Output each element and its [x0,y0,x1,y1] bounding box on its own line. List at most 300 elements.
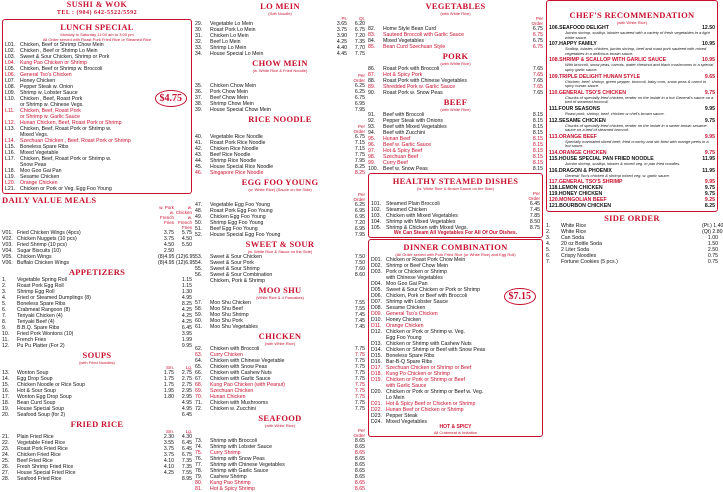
item-name: Chicken Noodle or Rice Soup [17,382,86,388]
item-number: 94. [368,130,376,136]
item-price: 8.65 [354,474,365,480]
item-price: 6.75 [532,32,543,38]
item-name: Wonton Soup [17,370,49,376]
item-name: Fried Pork Wontons (10) [17,331,74,337]
restaurant-phone: TEL : (904) 642-5522/5592 [56,10,138,16]
item-name: Chicken with Mixed Vegetables [386,213,458,219]
item-name: Sweet & Sour Pork [210,260,254,266]
item-name: Chicken or Shrimp or Beef with Snow Peas [386,347,486,353]
item-number: 65. [195,364,203,370]
column-header: Sm. [165,365,174,370]
item-number: 81. [195,486,203,492]
item-price: 3.65 [336,21,347,27]
item-name: Can Soda [561,235,585,242]
item-price: 6.25 [354,89,365,95]
item-price: 7.35 [181,458,192,464]
item-number: 56. [195,272,203,278]
item-name: Moo Shu Shrimp [210,312,249,318]
item-number: 62. [195,346,203,352]
item-number: L09. [5,90,16,96]
item-price: 6.95 [354,226,365,232]
vegetables-title: VEGETABLES [425,1,486,11]
item-number: 24. [2,452,10,458]
chef-item [549,118,715,133]
item-price: 4.30 [181,434,192,440]
item-number: 110. [549,89,559,96]
item-price: 4.45 [336,51,347,57]
item-price: 7.75 [354,376,365,382]
item-number: 53. [195,254,203,260]
item-name: Seafood Soup (for 2) [17,412,66,418]
item-number: 119. [549,191,559,198]
item-number: 83. [368,32,376,38]
column-header: Pt. [341,16,347,21]
item-name: Hot & Spicy Shrimp [210,486,255,492]
item-price: 7.75 [354,400,365,406]
item-name: Moo Shu Beef [210,306,243,312]
item-name: Roast Pork w. Snow Peas [383,90,443,96]
moo-shu-sub: (White Rice & 4 Pancakes) [256,295,304,300]
item-description: Roast pork, shrimp, beef, chicken w chef's brown sauce. [565,110,665,116]
item-number: 43. [195,152,203,158]
chef-list [549,25,715,209]
item-name: White Rice [561,229,587,236]
item-price: 7.55 [181,470,192,476]
item-name: Shrimp with Garlic Sauce [210,468,269,474]
item-name: Bar-B-Q Spare Ribs [386,359,433,365]
dinner-combo-sub: (All Order served with Pork Fried Rice (or White Rice) and Egg Roll) [395,252,516,257]
item-number: 59. [195,312,203,318]
item-number: V01. [2,230,13,236]
item-price: 6.45 [181,440,192,446]
item-number: 15. [2,382,10,388]
item-price: 7.75 [354,370,365,376]
item-number: 55. [195,266,203,272]
item-price: 6.75 [354,134,365,140]
item-name: Chicken Lo Mein [210,33,249,39]
item-number: 4. [2,295,7,301]
item-name: Vegetable Spring Roll [17,277,67,283]
item-name: Honey Chicken [386,317,422,323]
item-price: 4.25 [181,313,192,319]
item-name: Chicken with Garlic Sauce [210,376,271,382]
item-name: Chicken Chow Mein [210,83,257,89]
item-number: D14. [371,347,382,353]
healthy-section [368,173,543,238]
egg-foo-young-title: EGG FOO YOUNG [241,177,319,187]
item-number: L07. [5,78,16,84]
item-number: 93. [368,124,376,130]
item-name: Shrimp with Broccoli [210,438,257,444]
item-price: 7.95 [354,107,365,113]
column-headers [371,191,540,201]
item-price: 9.95 [704,179,715,186]
item-number: D21. [371,401,382,407]
item-description: General Tso's chicken & shrimp mixed veg. w. garlic sauce. [565,172,670,178]
item-number: L06. [5,72,16,78]
column-header: Sm. [165,429,174,434]
item-number: V06. [2,260,13,266]
item-price: (12)6.95 [176,260,196,266]
item-name: Vegetable Fried Rice [17,440,66,446]
lo-mein-sub: (Soft Noodle) [268,11,292,16]
item-price: 9.75 [704,191,715,198]
item-number: 17. [2,394,10,400]
item-name: Fried Shrimp (10 pcs) [17,242,67,248]
item-number: 113. [549,133,559,140]
item-price: 3.55 [163,440,174,446]
item-price: 7.85 [529,213,540,219]
item-number: 2. [546,229,551,236]
sweet-sour-sub: (w. White Rice & Sauce on the Side) [247,249,313,254]
item-price: 9.25 [704,197,715,204]
column-headers [195,73,365,83]
column-header: Lg. [185,429,192,434]
item-number: L20. [5,180,16,186]
item-name: Szechuan Chicken or Shrimp or Beef [386,365,472,371]
item-price: 4.50 [181,236,192,242]
item-name: HONEY CHICKEN [558,191,603,198]
item-name: Teriyaki Beef (4) [17,319,55,325]
chef-item [549,57,715,72]
item-name: Steamed Chicken [386,207,427,213]
lo-mein-title: LO MEIN [260,1,300,11]
item-number: L15. [5,144,16,150]
item-name: Boneless Spare Ribs [386,353,435,359]
item-number: 61. [195,324,203,330]
item-price: 1.00 [707,235,718,242]
item-name: Home Style Bean Curd [383,26,437,32]
lunch-hours: Monday to Saturday 11:00 am to 3:00 pm [60,32,134,37]
item-number: 30. [195,27,203,33]
item-name: FOUR SEASONS [558,105,601,112]
item-price: 5.50 [181,242,192,248]
hot-spicy-label: HOT & SPICY [439,424,472,430]
item-price: 6.20 [354,21,365,27]
item-name: Shrimp Lo Mein [210,45,247,51]
crabmeat-note: All Crabmeat is Imitation [433,430,478,435]
item-number: 92. [368,118,376,124]
item-name: Singapore Rice Noodle [210,170,264,176]
item-number: L14. [5,138,16,144]
item-name: White Rice [561,223,587,230]
item-name: House Special Rice Noodle [210,164,274,170]
item-price: 6.45 [529,201,540,207]
item-name: Honey Chicken [20,78,56,84]
item-number: L02. [5,48,16,54]
item-number: D22. [371,407,382,413]
item-name: Sweet & Sour Combination [210,272,273,278]
item-number: L01. [5,42,16,48]
item-number: 29. [195,21,203,27]
appetizers-section [2,268,192,349]
item-name: House Special Egg Foo Young [210,232,281,238]
item-number: 52. [195,232,203,238]
item-price: 12.50 [702,25,715,31]
healthy-list [371,191,540,231]
menu-item [195,324,365,330]
item-number: 80. [195,480,203,486]
item-price: 6.75 [354,95,365,101]
item-price: 9.75 [704,149,715,156]
item-name: Beef with Mixed Vegetables [383,124,447,130]
item-name: SHRIMP & SCALLOP WITH GARLIC SAUCE [559,57,667,64]
menu-item [195,278,365,284]
item-price: 7.65 [532,78,543,84]
item-name: Lo Mein [386,395,405,401]
item-number: 35. [195,83,203,89]
item-number: 89. [368,84,376,90]
item-price: 7.65 [532,72,543,78]
item-name: 2 Liter Soda [561,247,589,254]
item-name: Orange Chicken [20,180,58,186]
column-header: Qt. [358,16,365,21]
item-price: 2.95 [181,394,192,400]
chef-item [549,106,715,117]
column-headers [2,205,192,230]
chef-item [549,203,715,209]
item-number: D03. [371,269,382,275]
restaurant-name: SUSHI & WOK [66,0,128,9]
item-number: 85. [368,44,376,50]
item-name: Chicken w. Zucchini [210,406,256,412]
item-name: House Special Fried Rice [17,470,76,476]
item-number: 48. [195,208,203,214]
item-number: 104. [371,219,382,225]
item-number: D15. [371,353,382,359]
item-number: 34. [195,51,203,57]
item-number: 27. [2,470,10,476]
item-number: 6. [2,307,7,313]
item-name: Sauteed Broccoli with Garlic Sauce [383,32,465,38]
item-name: Curry Chicken [210,352,243,358]
item-number: 23. [2,446,10,452]
soups-sub: (with Fried Noodles) [79,360,115,365]
item-price: 9.65 [704,73,715,80]
chef-item [549,74,715,89]
item-number: 16. [2,388,10,394]
item-name: Roast Pork with Chinese Vegetables [383,78,467,84]
item-number: 88. [368,78,376,84]
item-name: Crabmeat Rangoon (8) [17,307,71,313]
menu-item [546,259,718,265]
item-number: 10. [2,331,10,337]
item-price: 8.95 [181,476,192,482]
item-price: 1.75 [163,382,174,388]
item-number: 3. [2,289,7,295]
item-price: (Pt.) 1.40 [702,223,723,230]
item-price: 6.25 [354,83,365,89]
item-price: 7.55 [354,306,365,312]
item-price: 8.65 [354,486,365,492]
item-price: 6.95 [354,101,365,107]
item-number: 115. [549,155,559,162]
dinner-combo-list [371,257,540,425]
item-name: Chicken, Beef, Roast Pork [20,108,81,114]
item-name: Beef w. Garlic Sauce [383,142,432,148]
chow-mein-sub: (w. White Rice & Fried Noodle) [252,68,308,73]
appetizers-title: APPETIZERS [68,267,126,277]
item-price: 7.75 [354,51,365,57]
item-price: 7.45 [529,207,540,213]
item-number: D17. [371,365,382,371]
item-number: L12. [5,120,16,126]
item-name: Chicken, Pork or Beef with Broccoli [386,293,468,299]
item-number: 40. [195,134,203,140]
chef-item [549,90,715,105]
item-price: 6.95 [354,208,365,214]
item-price: 8.25 [704,203,715,210]
item-name: Chicken, Pork & Shrimp [210,278,266,284]
item-number: 46. [195,170,203,176]
egg-foo-young-list [195,192,365,238]
item-name: Shrimp Chow Mein [210,101,254,107]
menu-item [5,186,189,192]
item-price: 1.99 [181,337,192,343]
item-name: Szechuan Chicken , Beef, Roast Pork or Shrimp [20,138,131,144]
item-name: Cashew Shrimp [210,474,247,480]
item-price: 2.75 [181,382,192,388]
item-price: 9.75 [704,89,715,96]
item-price: 7.35 [354,39,365,45]
item-name: Mixed Vegs. [20,132,49,138]
daily-list [2,205,196,266]
chef-item-name [549,203,715,209]
item-number: L17. [5,156,16,162]
item-number: 36. [195,89,203,95]
item-name: Szechuan Beef [383,154,419,160]
item-name: Beef with Zucchini [383,130,426,136]
item-name: Chicken with Cashew Nuts [210,370,272,376]
item-price [156,412,174,418]
beef-title: BEEF [443,97,468,107]
item-price: 3.75 [336,27,347,33]
item-price: 8.15 [532,118,543,124]
item-name: with Chinese Vegetables [386,275,443,281]
item-price: 4.95 [181,400,192,406]
item-name: Chicken with Chinese Vegetable [210,358,285,364]
item-name: Hot & Sour Soup [17,388,56,394]
item-number: 102. [371,207,382,213]
item-number: 7. [2,313,7,319]
item-name: Chicken, Beef or Shrimp Chow Mein [20,42,104,48]
item-price: 9.95 [704,133,715,140]
item-price: 1.95 [163,388,174,394]
item-price: 9.75 [704,185,715,192]
item-name: Hot & Spicy Beef or Chicken or Shrimp [386,401,476,407]
item-number: 57. [195,300,203,306]
menu-item [195,486,365,492]
item-name: Mixed Vegetable [20,150,59,156]
beef-sub: (with White Rice) [440,107,471,112]
item-price: 6.45 [181,446,192,452]
item-price: 1.75 [163,370,174,376]
item-name: Hunan Chicken, Beef, Roast Pork or Shrimp [20,120,122,126]
item-price: 7.75 [354,394,365,400]
item-name: Hunan Chicken [210,394,246,400]
item-name: Chicken, Beef, Roast Pork or Shrimp w. [20,126,112,132]
item-name: LEMON CHICKEN [558,185,603,192]
item-number: 98. [368,154,376,160]
column-1 [2,0,196,482]
item-name: Moo Goo Gai Pan [20,168,62,174]
healthy-sub: (w. White Rice & Brown Sauce on the Side) [417,186,494,191]
item-number: 41. [195,140,203,146]
item-name: Chicken with Snow Peas [210,364,268,370]
item-number: 42. [195,146,203,152]
item-price: 11.95 [702,167,715,174]
item-name: Egg Drop Soup [17,376,53,382]
seafood-list [195,428,365,492]
item-name: Chicken Rice Noodle [210,146,259,152]
item-number: 72. [195,406,203,412]
item-price: 7.20 [354,33,365,39]
item-number: 39. [195,107,203,113]
item-name: Pork Chow Mein [210,89,249,95]
chow-mein-list [195,73,365,113]
item-number: V02. [2,236,13,242]
item-number: 105. [371,225,382,231]
item-number: 77. [195,462,203,468]
item-price: 7.65 [532,84,543,90]
item-price: 8.50 [529,219,540,225]
item-number: 5. [2,301,7,307]
item-price: (8)4.95 [158,260,175,266]
item-name: Pepper Steak [386,413,418,419]
item-name: Sweet & Sour Chicken, Shrimp or Pork [20,54,110,60]
item-name: HOUSE SPECIAL PAN FRIED NOODLE [558,155,654,162]
item-number: 1. [2,277,7,283]
item-name: House Special Chow Mein [210,107,271,113]
item-price: 7.50 [354,260,365,266]
item-number: 11. [2,337,9,343]
item-price: 8.75 [529,225,540,231]
item-name: Pu Pu Platter (For 2) [17,343,65,349]
item-name: ORANGE BEEF [558,133,597,140]
item-number: D24. [371,419,382,425]
lunch-special-section [2,19,192,194]
menu-item [195,170,365,176]
item-price: 3.95 [181,331,192,337]
item-number: D12. [371,329,382,335]
item-name: Sweet & Sour Chicken [210,254,262,260]
dinner-combo-title: DINNER COMBINATION [403,242,508,252]
item-name: Moo Shu Pork [210,318,243,324]
item-number: 71. [195,400,203,406]
item-number: 75. [195,450,203,456]
item-number: D16. [371,359,382,365]
item-name: Vegetable Rice Noodle [210,134,263,140]
item-number: D18. [371,371,382,377]
item-price: 6.75 [532,26,543,32]
item-name: Roast Pork Egg Foo Young [210,208,273,214]
item-name: Beef Egg Foo Young [210,226,258,232]
dinner-combo-section [368,239,543,437]
seafood-title: SEAFOOD [258,413,302,423]
item-description: Jumbo shrimp, scallop, lobster sauteed with a variety of fresh vegetables in a light white sauce. [565,30,710,40]
item-name: Roast Pork Lo Mein [210,27,256,33]
item-number: V03. [2,242,13,248]
item-name: Bean Curd Soup [17,400,56,406]
item-number: 9. [2,325,7,331]
item-name: Chicken, Beef or Shrimp w. Broccoli [20,66,103,72]
rice-noodle-title: RICE NOODLE [248,114,312,124]
item-number: L16. [5,150,16,156]
item-name: Beef Chow Mein [210,95,249,101]
item-price: 7.45 [354,312,365,318]
healthy-note: We Can Steam All Vegetables For All Of Our Dishes. [393,230,518,236]
menu-item [195,406,365,412]
